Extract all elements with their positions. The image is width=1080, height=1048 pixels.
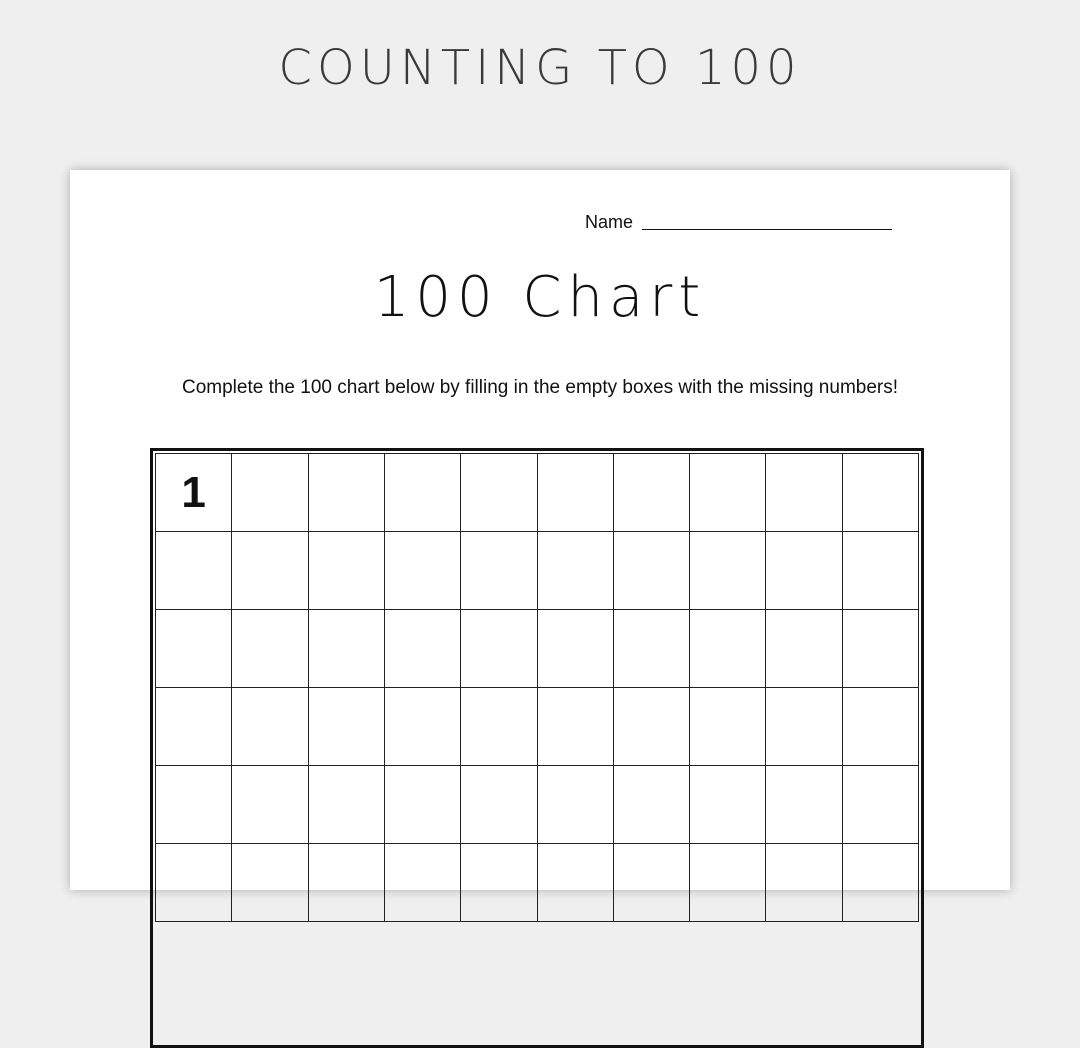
chart-cell [843,688,919,766]
chart-cell [156,766,232,844]
chart-cell [690,688,766,766]
chart-cell [309,610,385,688]
chart-cell [690,454,766,532]
chart-cell [690,844,766,922]
chart-cell [156,844,232,922]
chart-cell [232,610,308,688]
chart-cell [232,844,308,922]
chart-cell [614,766,690,844]
chart-cell [232,532,308,610]
worksheet-instructions: Complete the 100 chart below by filling in the empty boxes with the missing numbers! [181,377,899,398]
chart-cell [156,688,232,766]
chart-cell [309,454,385,532]
chart-cell [309,532,385,610]
chart-cell [232,766,308,844]
banner-title: COUNTING TO 100 [278,40,802,96]
chart-cell [385,766,461,844]
chart-cell [538,610,614,688]
chart-cell [843,766,919,844]
chart-cell [766,688,842,766]
chart-cell [614,454,690,532]
chart-cell [461,844,537,922]
chart-cell [538,454,614,532]
chart-cell [766,454,842,532]
name-blank-line [642,229,892,230]
chart-cell [614,610,690,688]
chart-cell [690,766,766,844]
chart-cell [461,610,537,688]
chart-cell [766,610,842,688]
chart-cell [156,610,232,688]
chart-cell [843,844,919,922]
chart-cell [461,532,537,610]
chart-cell [614,688,690,766]
chart-cell [385,610,461,688]
chart-cell [690,532,766,610]
chart-cell [766,766,842,844]
hundred-chart-grid [155,453,919,922]
chart-cell: 1 [156,454,232,532]
hundred-chart [150,448,924,1048]
chart-cell [538,766,614,844]
worksheet-title: 100 Chart [373,265,707,330]
chart-cell [766,844,842,922]
chart-cell [385,532,461,610]
chart-cell [385,454,461,532]
chart-cell [843,532,919,610]
chart-cell [461,766,537,844]
chart-cell [385,844,461,922]
chart-cell [614,532,690,610]
chart-cell [690,610,766,688]
chart-cell [614,844,690,922]
chart-cell [309,688,385,766]
chart-cell [461,688,537,766]
chart-cell [766,532,842,610]
chart-cell [538,844,614,922]
chart-cell [843,454,919,532]
chart-cell [309,844,385,922]
name-label: Name [585,212,634,232]
chart-cell [232,454,308,532]
worksheet-page [70,170,1010,890]
chart-cell [232,688,308,766]
chart-cell [309,766,385,844]
chart-cell [156,532,232,610]
chart-cell [461,454,537,532]
chart-cell [385,688,461,766]
chart-cell [843,610,919,688]
name-field [585,212,892,233]
chart-cell [538,688,614,766]
chart-cell [538,532,614,610]
